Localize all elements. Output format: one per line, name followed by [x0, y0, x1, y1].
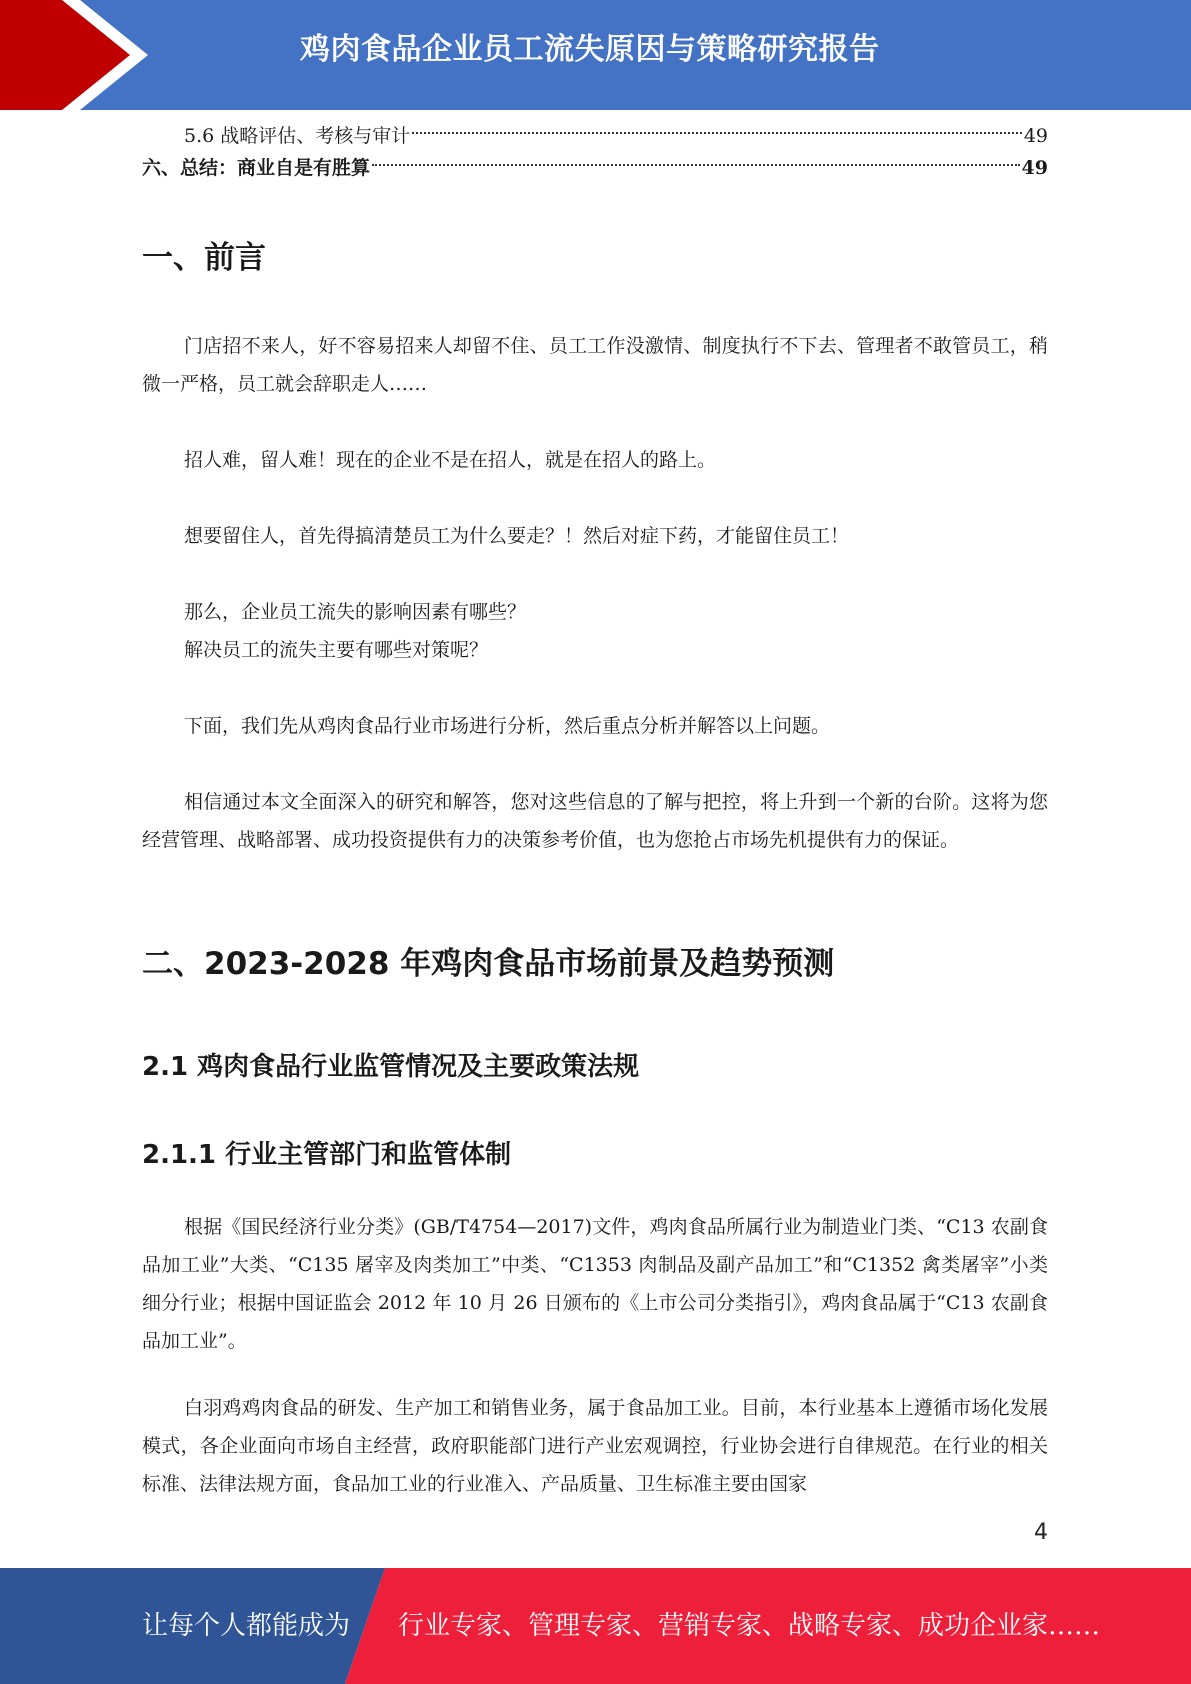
page-number: 4 — [1034, 1520, 1048, 1545]
paragraph: 门店招不来人，好不容易招来人却留不住、员工工作没激情、制度执行不下去、管理者不敢管员工，稍微一严格，员工就会辞职走人…… — [142, 335, 1048, 395]
paragraph: 想要留住人，首先得搞清楚员工为什么要走？！然后对症下药，才能留住员工！ — [184, 525, 850, 547]
section-heading: 二、2023-2028 年鸡肉食品市场前景及趋势预测 — [142, 946, 835, 982]
paragraph: 白羽鸡鸡肉食品的研发、生产加工和销售业务，属于食品加工业。目前，本行业基本上遵循市场化发展模式，各企业面向市场自主经营，政府职能部门进行产业宏观调控，行业协会进行自律规范。在行业的相关标准、法律法规方面，食品加工业的行业准入、产品质量、卫生标准主要由国家 — [142, 1397, 1048, 1495]
report-title: 鸡肉食品企业员工流失原因与策略研究报告 — [300, 32, 880, 67]
toc-entry-label: 5.6 战略评估、考核与审计 — [184, 125, 411, 147]
toc-entry-page: 49 — [1023, 125, 1048, 147]
toc-entry-label: 六、总结：商业自是有胜算 — [142, 157, 371, 179]
paragraph: 根据《国民经济行业分类》(GB/T4754—2017)文件，鸡肉食品所属行业为制造业门类、“C13 农副食品加工业”大类、“C135 屠宰及肉类加工”中类、“C1353 肉制品及副产品加工”和“C1352 禽类屠宰”小类细分行业；根据中国证监会 2012 年 10 月 26 日颁布的《上市公司分类指引》，鸡肉食品属于“C13 农副食品加工业”。 — [142, 1216, 1048, 1352]
footer-slogan-right: 行业专家、管理专家、营销专家、战略专家、成功企业家…… — [398, 1611, 1101, 1641]
toc-entry[interactable] — [142, 152, 1048, 184]
subsection-heading: 2.1 鸡肉食品行业监管情况及主要政策法规 — [142, 1052, 640, 1082]
toc-leader-dots — [372, 164, 1020, 166]
footer-slogan-left: 让每个人都能成为 — [142, 1611, 351, 1641]
paragraph: 解决员工的流失主要有哪些对策呢？ — [184, 639, 489, 661]
page-content — [142, 120, 1048, 1495]
subsection-heading: 2.1.1 行业主管部门和监管体制 — [142, 1140, 512, 1170]
toc-entry-page: 49 — [1021, 157, 1048, 179]
paragraph: 相信通过本文全面深入的研究和解答，您对这些信息的了解与把控，将上升到一个新的台阶。这将为您经营管理、战略部署、成功投资提供有力的决策参考价值，也为您抢占市场先机提供有力的保证。 — [142, 791, 1048, 851]
section-heading: 一、前言 — [142, 240, 266, 276]
toc-entry[interactable] — [142, 120, 1048, 152]
page-header — [0, 0, 1191, 110]
toc-leader-dots — [412, 132, 1022, 134]
page-footer — [0, 1568, 1191, 1684]
paragraph: 那么，企业员工流失的影响因素有哪些？ — [184, 601, 527, 623]
paragraph: 招人难，留人难！现在的企业不是在招人，就是在招人的路上。 — [184, 449, 717, 471]
header-arrow-decoration — [0, 0, 160, 110]
paragraph: 下面，我们先从鸡肉食品行业市场进行分析，然后重点分析并解答以上问题。 — [184, 715, 831, 737]
